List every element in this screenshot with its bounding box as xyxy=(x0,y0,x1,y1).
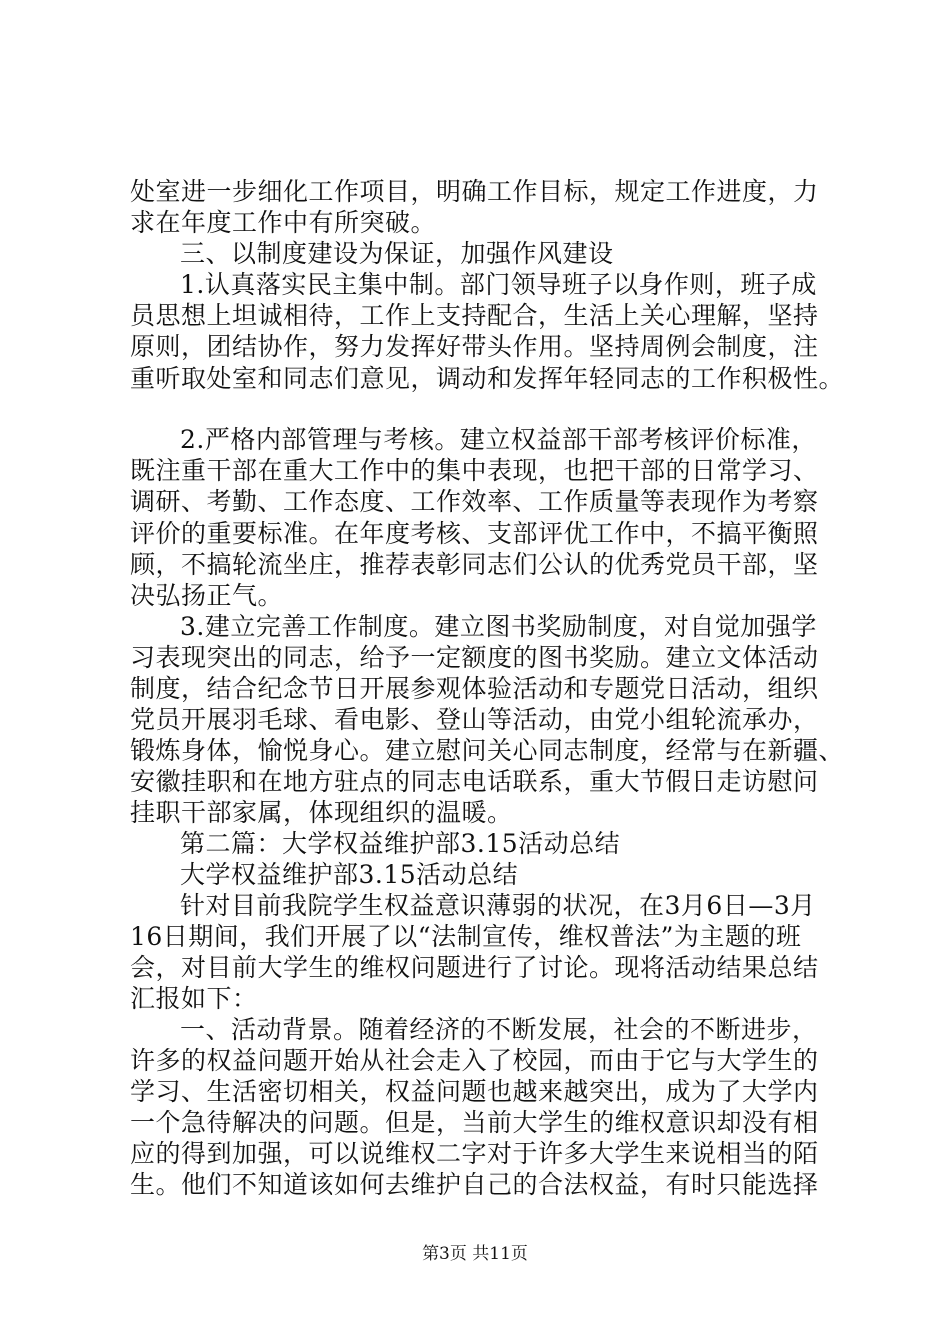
text-line: 许多的权益问题开始从社会走入了校园，而由于它与大学生的 xyxy=(130,1046,819,1075)
text-line: 一个急待解决的问题。但是，当前大学生的维权意识却没有相 xyxy=(130,1108,819,1137)
text-line: 调研、考勤、工作态度、工作效率、工作质量等表现作为考察 xyxy=(130,487,819,516)
text-line: 汇报如下： xyxy=(130,984,258,1013)
text-line: 安徽挂职和在地方驻点的同志电话联系，重大节假日走访慰问 xyxy=(130,767,819,796)
text-line: 党员开展羽毛球、看电影、登山等活动，由党小组轮流承办， xyxy=(130,705,819,734)
text-line: 会，对目前大学生的维权问题进行了讨论。现将活动结果总结 xyxy=(130,953,819,982)
text-line: 2.严格内部管理与考核。建立权益部干部考核评价标准， xyxy=(180,425,817,454)
text-line: 应的得到加强，可以说维权二字对于许多大学生来说相当的陌 xyxy=(130,1139,819,1168)
text-line: 锻炼身体，愉悦身心。建立慰问关心同志制度，经常与在新疆、 xyxy=(130,736,845,765)
text-line: 既注重干部在重大工作中的集中表现，也把干部的日常学习、 xyxy=(130,456,819,485)
text-line: 评价的重要标准。在年度考核、支部评优工作中，不搞平衡照 xyxy=(130,519,819,548)
text-line: 顾，不搞轮流坐庄，推荐表彰同志们公认的优秀党员干部，坚 xyxy=(130,550,819,579)
text-line: 16日期间，我们开展了以“法制宣传，维权普法”为主题的班 xyxy=(130,922,802,951)
text-line: 习表现突出的同志，给予一定额度的图书奖励。建立文体活动 xyxy=(130,643,819,672)
document-title: 大学权益维护部3.15活动总结 xyxy=(180,860,519,889)
text-line: 1.认真落实民主集中制。部门领导班子以身作则，班子成 xyxy=(180,270,817,299)
text-line: 原则，团结协作，努力发挥好带头作用。坚持周例会制度，注 xyxy=(130,332,819,361)
chapter-heading: 第二篇：大学权益维护部3.15活动总结 xyxy=(180,829,621,858)
text-line: 员思想上坦诚相待，工作上支持配合，生活上关心理解，坚持 xyxy=(130,301,819,330)
text-line: 针对目前我院学生权益意识薄弱的状况，在3月6日—3月 xyxy=(180,891,816,920)
text-line: 制度，结合纪念节日开展参观体验活动和专题党日活动，组织 xyxy=(130,674,819,703)
text-line: 决弘扬正气。 xyxy=(130,581,284,610)
text-line: 一、活动背景。随着经济的不断发展，社会的不断进步， xyxy=(180,1015,818,1044)
text-line: 学习、生活密切相关，权益问题也越来越突出，成为了大学内 xyxy=(130,1077,819,1106)
text-line: 处室进一步细化工作项目，明确工作目标，规定工作进度，力 xyxy=(130,177,819,206)
text-line: 挂职干部家属，体现组织的温暖。 xyxy=(130,798,513,827)
text-line: 3.建立完善工作制度。建立图书奖励制度，对自觉加强学 xyxy=(180,612,817,641)
section-heading: 三、以制度建设为保证，加强作风建设 xyxy=(180,239,614,268)
text-line: 求在年度工作中有所突破。 xyxy=(130,208,437,237)
page-number-footer: 第3页 共11页 xyxy=(422,1244,528,1264)
text-line: 生。他们不知道该如何去维护自己的合法权益，有时只能选择 xyxy=(130,1170,819,1199)
text-line: 重听取处室和同志们意见，调动和发挥年轻同志的工作积极性。 xyxy=(130,364,845,393)
